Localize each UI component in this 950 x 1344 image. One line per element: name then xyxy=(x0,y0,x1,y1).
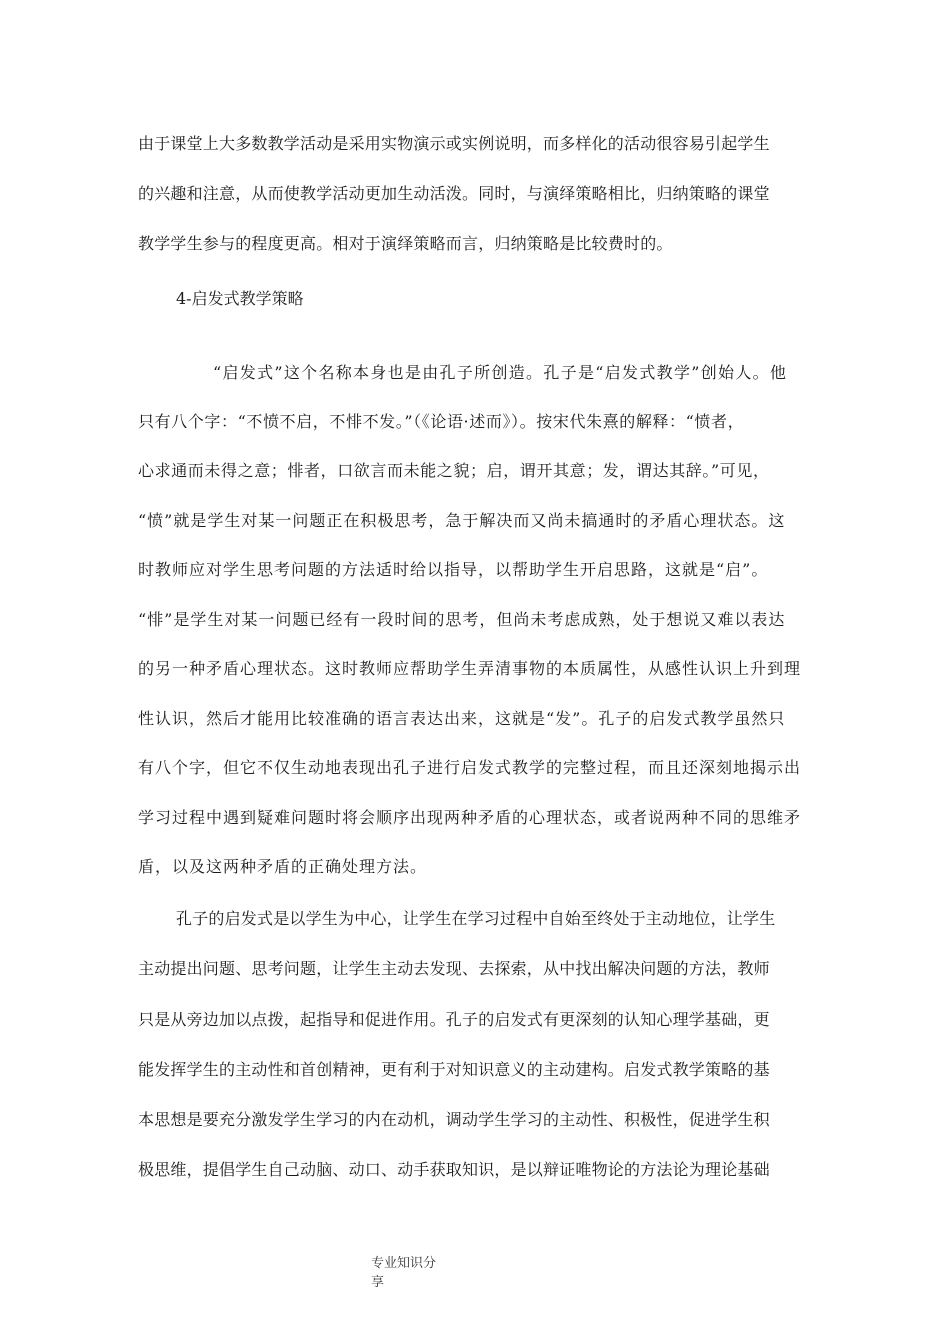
paragraph-line: “启发式”这个名称本身也是由孔子所创造。孔子是“启发式教学”创始人。他 xyxy=(213,363,788,382)
paragraph-line: 主动提出问题、思考问题，让学生主动去发现、去探索，从中找出解决问题的方法，教师 xyxy=(138,959,770,978)
paragraph-line: 只有八个字：“不愤不启，不悱不发。”（《论语·述而》）。按宋代朱熹的解释：“愤者， xyxy=(138,412,745,431)
footer-text: 专业知识分 xyxy=(371,1256,437,1271)
paragraph-line: 的另一种矛盾心理状态。这时教师应帮助学生弄清事物的本质属性，从感性认识上升到理 xyxy=(138,659,802,678)
paragraph-line: 有八个字，但它不仅生动地表现出孔子进行启发式教学的完整过程，而且还深刻地揭示出 xyxy=(138,758,802,777)
section-heading: 4-启发式教学策略 xyxy=(176,289,304,308)
paragraph-line: 孔子的启发式是以学生为中心，让学生在学习过程中自始至终处于主动地位，让学生 xyxy=(176,909,776,928)
paragraph-line: 本思想是要充分激发学生学习的内在动机，调动学生学习的主动性、积极性，促进学生积 xyxy=(138,1110,770,1129)
paragraph-line: 的兴趣和注意，从而使教学活动更加生动活泼。同时，与演绎策略相比，归纳策略的课堂 xyxy=(138,184,770,203)
paragraph-line: 只是从旁边加以点拨，起指导和促进作用。孔子的启发式有更深刻的认知心理学基础，更 xyxy=(138,1010,770,1029)
footer-text: 享 xyxy=(371,1275,385,1290)
paragraph-line: 教学学生参与的程度更高。相对于演绎策略而言，归纳策略是比较费时的。 xyxy=(138,234,673,253)
paragraph-line: “愤”就是学生对某一问题正在积极思考，急于解决而又尚未搞通时的矛盾心理状态。这 xyxy=(138,511,786,530)
paragraph-line: 由于课堂上大多数教学活动是采用实物演示或实例说明，而多样化的活动很容易引起学生 xyxy=(138,134,770,153)
paragraph-line: 时教师应对学生思考问题的方法适时给以指导，以帮助学生开启思路，这就是“启”。 xyxy=(138,560,769,579)
paragraph-line: 极思维，提倡学生自己动脑、动口、动手获取知识，是以辩证唯物论的方法论为理论基础 xyxy=(138,1160,770,1179)
paragraph-line: 学习过程中遇到疑难问题时将会顺序出现两种矛盾的心理状态，或者说两种不同的思维矛 xyxy=(138,808,802,827)
paragraph-line: 性认识，然后才能用比较准确的语言表达出来，这就是“发”。孔子的启发式教学虽然只 xyxy=(138,709,786,728)
paragraph-line: 心求通而未得之意；悱者，口欲言而未能之貌；启，谓开其意；发，谓达其辞。”可见， xyxy=(138,461,770,480)
paragraph-line: 盾，以及这两种矛盾的正确处理方法。 xyxy=(138,857,428,876)
paragraph-line: 能发挥学生的主动性和首创精神，更有利于对知识意义的主动建构。启发式教学策略的基 xyxy=(138,1060,770,1079)
paragraph-line: “悱”是学生对某一问题已经有一段时间的思考，但尚未考虑成熟，处于想说又难以表达 xyxy=(138,610,786,629)
